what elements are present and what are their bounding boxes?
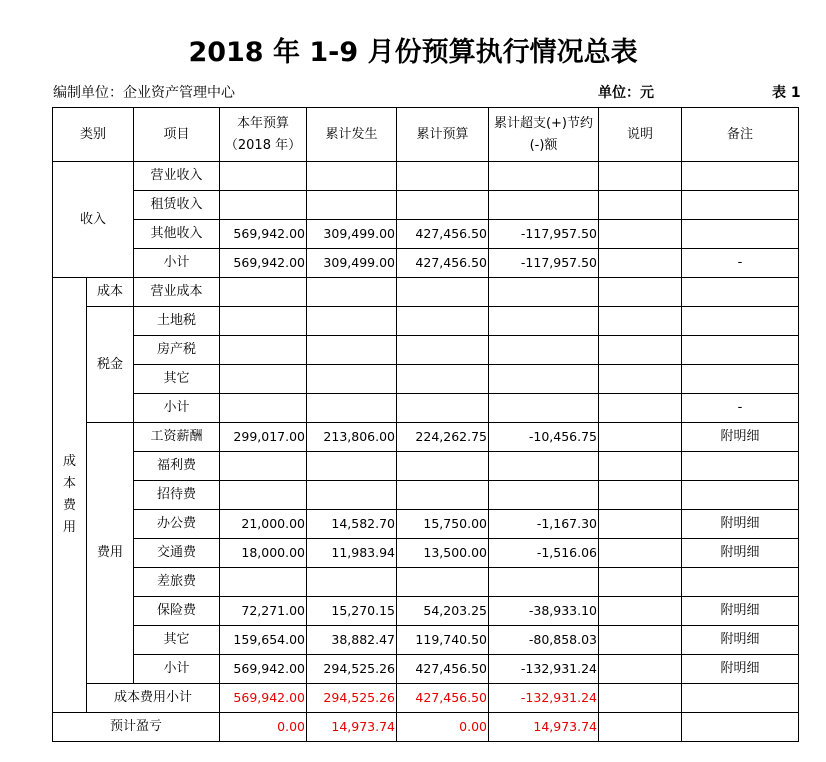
row-budget: 569,942.00 xyxy=(220,655,307,684)
row-variance xyxy=(489,162,599,191)
row-remark xyxy=(682,481,799,510)
row-actual xyxy=(307,568,397,597)
row-actual xyxy=(307,278,397,307)
row-item: 办公费 xyxy=(134,510,220,539)
row-actual xyxy=(307,162,397,191)
table-row xyxy=(53,191,799,220)
row-cum-budget xyxy=(397,191,489,220)
row-item: 其它 xyxy=(134,626,220,655)
table-row xyxy=(53,394,799,423)
row-remark xyxy=(682,162,799,191)
row-cum-budget: 427,456.50 xyxy=(397,220,489,249)
row-cum-budget: 427,456.50 xyxy=(397,249,489,278)
row-variance: -1,516.06 xyxy=(489,539,599,568)
row-variance xyxy=(489,568,599,597)
row-cum-budget: 427,456.50 xyxy=(397,655,489,684)
report-title: 2018 年 1-9 月份预算执行情况总表 xyxy=(188,37,638,68)
row-actual: 309,499.00 xyxy=(307,220,397,249)
row-cum-budget: 15,750.00 xyxy=(397,510,489,539)
row-actual xyxy=(307,307,397,336)
row-item: 其他收入 xyxy=(134,220,220,249)
cost-subtotal-row xyxy=(53,684,799,713)
row-actual xyxy=(307,365,397,394)
row-variance: -80,858.03 xyxy=(489,626,599,655)
header-variance: 累计超支(+)节约(-)额 xyxy=(489,108,599,162)
table-row xyxy=(53,655,799,684)
group-expense: 费用 xyxy=(87,423,134,684)
row-remark xyxy=(682,336,799,365)
row-explanation xyxy=(599,568,682,597)
profit-remark xyxy=(682,713,799,742)
subtotal-variance: -132,931.24 xyxy=(489,684,599,713)
profit-cum-budget: 0.00 xyxy=(397,713,489,742)
row-item: 营业成本 xyxy=(134,278,220,307)
row-explanation xyxy=(599,249,682,278)
header-remarks: 备注 xyxy=(682,108,799,162)
row-cum-budget xyxy=(397,365,489,394)
table-row xyxy=(53,162,799,191)
row-budget: 299,017.00 xyxy=(220,423,307,452)
profit-budget: 0.00 xyxy=(220,713,307,742)
row-budget xyxy=(220,568,307,597)
table-row xyxy=(53,249,799,278)
row-actual xyxy=(307,481,397,510)
header-annual-budget: 本年预算（2018 年） xyxy=(220,108,307,162)
table-number: 表 1 xyxy=(772,85,801,101)
row-cum-budget xyxy=(397,568,489,597)
row-budget xyxy=(220,394,307,423)
row-budget xyxy=(220,452,307,481)
row-remark: 附明细 xyxy=(682,655,799,684)
row-item: 小计 xyxy=(134,394,220,423)
row-budget xyxy=(220,365,307,394)
row-remark xyxy=(682,452,799,481)
row-item: 小计 xyxy=(134,249,220,278)
table-row xyxy=(53,597,799,626)
table-row xyxy=(53,336,799,365)
row-budget xyxy=(220,162,307,191)
row-explanation xyxy=(599,394,682,423)
row-item: 其它 xyxy=(134,365,220,394)
row-item: 租赁收入 xyxy=(134,191,220,220)
row-item: 招待费 xyxy=(134,481,220,510)
row-remark xyxy=(682,365,799,394)
row-actual: 14,582.70 xyxy=(307,510,397,539)
profit-actual: 14,973.74 xyxy=(307,713,397,742)
row-actual: 11,983.94 xyxy=(307,539,397,568)
row-variance xyxy=(489,307,599,336)
table-row xyxy=(53,220,799,249)
row-item: 营业收入 xyxy=(134,162,220,191)
header-row xyxy=(53,108,799,162)
row-variance xyxy=(489,365,599,394)
row-actual: 309,499.00 xyxy=(307,249,397,278)
group-cost-expense: 成本费用 xyxy=(53,278,87,713)
row-explanation xyxy=(599,220,682,249)
row-remark xyxy=(682,278,799,307)
row-explanation xyxy=(599,365,682,394)
group-income: 收入 xyxy=(53,162,134,278)
row-remark xyxy=(682,568,799,597)
row-budget: 21,000.00 xyxy=(220,510,307,539)
row-cum-budget: 119,740.50 xyxy=(397,626,489,655)
row-cum-budget: 224,262.75 xyxy=(397,423,489,452)
row-cum-budget xyxy=(397,394,489,423)
group-cost: 成本 xyxy=(87,278,134,307)
row-explanation xyxy=(599,191,682,220)
row-item: 保险费 xyxy=(134,597,220,626)
row-actual: 38,882.47 xyxy=(307,626,397,655)
profit-explanation xyxy=(599,713,682,742)
table-row xyxy=(53,278,799,307)
header-category: 类别 xyxy=(53,108,134,162)
row-budget: 18,000.00 xyxy=(220,539,307,568)
row-cum-budget: 13,500.00 xyxy=(397,539,489,568)
table-row xyxy=(53,307,799,336)
row-remark: 附明细 xyxy=(682,597,799,626)
row-variance: -117,957.50 xyxy=(489,249,599,278)
row-item: 福利费 xyxy=(134,452,220,481)
row-explanation xyxy=(599,336,682,365)
row-item: 土地税 xyxy=(134,307,220,336)
row-variance: -117,957.50 xyxy=(489,220,599,249)
table-row xyxy=(53,510,799,539)
row-budget: 159,654.00 xyxy=(220,626,307,655)
row-explanation xyxy=(599,539,682,568)
row-explanation xyxy=(599,655,682,684)
group-tax: 税金 xyxy=(87,307,134,423)
row-remark xyxy=(682,220,799,249)
row-cum-budget xyxy=(397,336,489,365)
row-cum-budget xyxy=(397,481,489,510)
row-actual xyxy=(307,394,397,423)
table-row xyxy=(53,626,799,655)
budget-table xyxy=(52,107,799,742)
header-cumulative-actual: 累计发生 xyxy=(307,108,397,162)
row-variance: -10,456.75 xyxy=(489,423,599,452)
row-actual xyxy=(307,452,397,481)
row-item: 工资薪酬 xyxy=(134,423,220,452)
row-remark: 附明细 xyxy=(682,423,799,452)
row-item: 差旅费 xyxy=(134,568,220,597)
row-actual: 213,806.00 xyxy=(307,423,397,452)
cost-subtotal-label: 成本费用小计 xyxy=(87,684,220,713)
row-remark: - xyxy=(682,394,799,423)
table-row xyxy=(53,539,799,568)
header-cumulative-budget: 累计预算 xyxy=(397,108,489,162)
profit-label: 预计盈亏 xyxy=(53,713,220,742)
row-explanation xyxy=(599,481,682,510)
subtotal-explanation xyxy=(599,684,682,713)
subtotal-budget: 569,942.00 xyxy=(220,684,307,713)
row-remark xyxy=(682,307,799,336)
row-actual xyxy=(307,336,397,365)
row-explanation xyxy=(599,307,682,336)
table-row xyxy=(53,423,799,452)
table-row xyxy=(53,568,799,597)
row-explanation xyxy=(599,626,682,655)
row-budget xyxy=(220,336,307,365)
row-variance xyxy=(489,481,599,510)
header-explanation: 说明 xyxy=(599,108,682,162)
row-variance: -38,933.10 xyxy=(489,597,599,626)
row-actual xyxy=(307,191,397,220)
row-explanation xyxy=(599,423,682,452)
row-variance xyxy=(489,452,599,481)
row-explanation xyxy=(599,597,682,626)
compiling-unit: 编制单位：企业资产管理中心 xyxy=(53,85,235,101)
row-actual: 15,270.15 xyxy=(307,597,397,626)
subtotal-cum-budget: 427,456.50 xyxy=(397,684,489,713)
subtotal-actual: 294,525.26 xyxy=(307,684,397,713)
row-explanation xyxy=(599,162,682,191)
row-variance xyxy=(489,191,599,220)
row-explanation xyxy=(599,452,682,481)
table-row xyxy=(53,452,799,481)
header-item: 项目 xyxy=(134,108,220,162)
row-remark: 附明细 xyxy=(682,626,799,655)
row-variance xyxy=(489,336,599,365)
row-explanation xyxy=(599,510,682,539)
row-variance xyxy=(489,278,599,307)
row-cum-budget: 54,203.25 xyxy=(397,597,489,626)
row-budget: 72,271.00 xyxy=(220,597,307,626)
profit-row xyxy=(53,713,799,742)
row-cum-budget xyxy=(397,278,489,307)
row-remark: 附明细 xyxy=(682,510,799,539)
row-budget: 569,942.00 xyxy=(220,220,307,249)
row-variance xyxy=(489,394,599,423)
row-variance: -1,167.30 xyxy=(489,510,599,539)
row-actual: 294,525.26 xyxy=(307,655,397,684)
row-explanation xyxy=(599,278,682,307)
row-budget xyxy=(220,278,307,307)
row-remark: 附明细 xyxy=(682,539,799,568)
subtotal-remark xyxy=(682,684,799,713)
row-cum-budget xyxy=(397,307,489,336)
row-variance: -132,931.24 xyxy=(489,655,599,684)
profit-variance: 14,973.74 xyxy=(489,713,599,742)
row-cum-budget xyxy=(397,162,489,191)
table-row xyxy=(53,481,799,510)
row-budget xyxy=(220,481,307,510)
row-cum-budget xyxy=(397,452,489,481)
row-budget: 569,942.00 xyxy=(220,249,307,278)
table-row xyxy=(53,365,799,394)
row-item: 小计 xyxy=(134,655,220,684)
row-remark: - xyxy=(682,249,799,278)
row-item: 交通费 xyxy=(134,539,220,568)
row-remark xyxy=(682,191,799,220)
row-budget xyxy=(220,307,307,336)
row-item: 房产税 xyxy=(134,336,220,365)
currency-unit: 单位：元 xyxy=(598,85,654,101)
row-budget xyxy=(220,191,307,220)
